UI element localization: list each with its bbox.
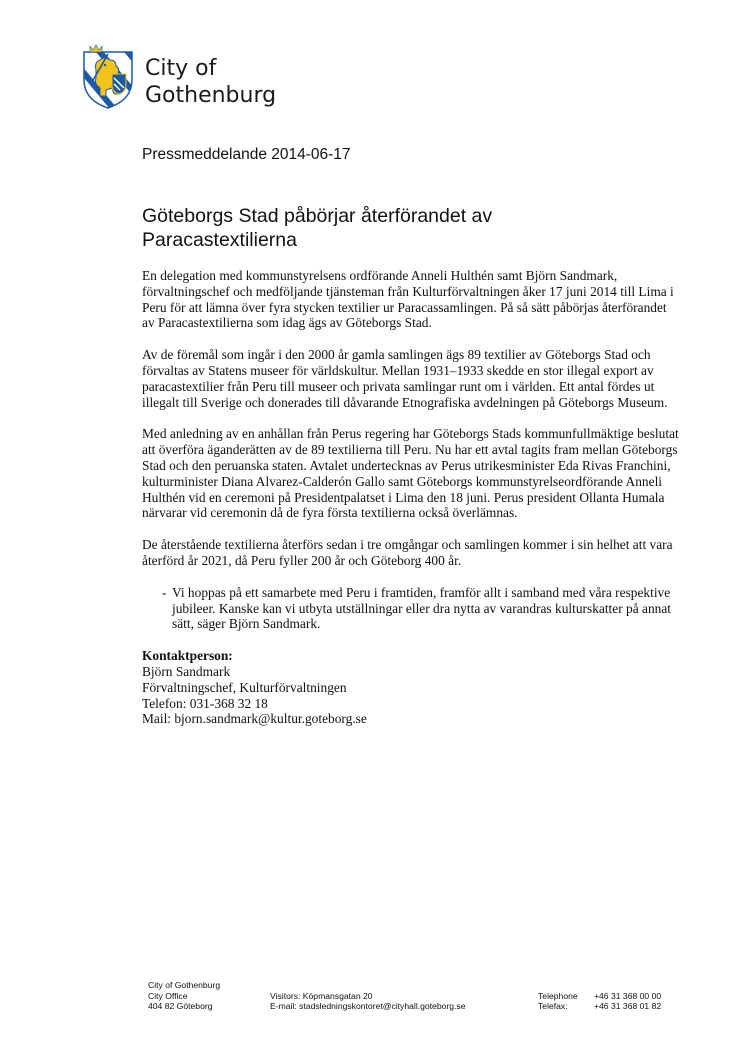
quote-text: Vi hoppas på ett samarbete med Peru i framtiden, framför allt i samband med våra respektive jubileer. Kanske kan vi utbyta utställningar eller dra nytta av varandras kulturskatter på annat sätt, säger Björn Sandmark.: [172, 584, 672, 632]
press-release-date: Pressmeddelande 2014-06-17: [142, 146, 351, 163]
footer-phone-block: [538, 991, 661, 1012]
footer-visit: [270, 991, 466, 1012]
paragraph-2: Av de föremål som ingår i den 2000 år gamla samlingen ägs 89 textilier av Göteborgs Stad och förvaltas av Statens museer för världskultur. Mellan 1931–1933 skedde en stor illegal export av paracastextilier från Peru till museer och privata samlingar runt om i världen. Ett antal fördes ut illegalt till Sverige och donerades till dåvarande Etnografiska avdelningen på Göteborgs Museum.: [142, 347, 668, 410]
contact-block: [142, 648, 682, 727]
gothenburg-coat-of-arms-logo: [78, 44, 138, 110]
footer-postal: 404 82 Göteborg: [148, 1001, 213, 1011]
quote-dash: -: [162, 584, 167, 600]
paragraph-4: De återstående textilierna återförs sedan i tre omgångar och samlingen kommer i sin helhet att vara återförd år 2021, då Peru fyller 200 år och Göteborg 400 år.: [142, 537, 673, 568]
logo-line-2: Gothenburg: [145, 83, 277, 108]
footer-address: [148, 980, 220, 1012]
footer-fax: +46 31 368 01 82: [594, 1001, 662, 1011]
footer-telephone: +46 31 368 00 00: [594, 990, 662, 1001]
contact-mail: Mail: bjorn.sandmark@kultur.goteborg.se: [142, 711, 367, 727]
contact-label: Kontaktperson:: [142, 648, 233, 664]
contact-title: Förvaltningschef, Kulturförvaltningen: [142, 679, 347, 695]
paragraph-1: En delegation med kommunstyrelsens ordförande Anneli Hulthén samt Björn Sandmark, förvaltningschef och medföljande tjänsteman från Kulturförvaltningen åker 17 juni 2014 till Lima i Peru för att lämna över fyra stycken textilier ur Paracassamlingen. På så sätt påbörjas återförandet av Paracastextilierna som idag ägs av Göteborgs Stad.: [142, 268, 674, 331]
contact-name: Björn Sandmark: [142, 663, 231, 679]
article-body: [142, 268, 682, 727]
logo-wordmark: [145, 55, 276, 109]
footer-fax-label: Telefax:: [538, 1001, 568, 1011]
footer-telephone-label: Telephone: [538, 990, 578, 1001]
paragraph-3: Med anledning av en anhållan från Perus regering har Göteborgs Stads kommunfullmäktige beslutat att överföra äganderätten av de 89 textilierna till Peru. Nu har ett avtal tagits fram mellan Göteborgs Stad och den peruanska staten. Avtalet undertecknas av Perus utrikesminister Eda Rivas Franchini, kulturminister Diana Alvarez-Calderón Gallo samt Göteborgs kommunstyrelseordförande Anneli Hulthén vid en ceremoni på Presidentpalatset i Lima den 18 juni. Perus president Ollanta Humala närvarar vid ceremonin då de fyra första textilierna också överlämnas.: [142, 426, 679, 521]
footer-org: City of Gothenburg: [148, 980, 221, 990]
logo-line-1: City of: [145, 56, 217, 81]
footer-email: E-mail: stadsledningskontoret@cityhall.goteborg.se: [270, 1001, 466, 1011]
footer-visitors: Visitors: Köpmansgatan 20: [270, 990, 373, 1001]
quote-block: [142, 585, 682, 632]
page-title: Göteborgs Stad påbörjar återförandet av Paracastextilierna: [142, 205, 493, 251]
contact-phone: Telefon: 031-368 32 18: [142, 695, 268, 711]
footer-office: City Office: [148, 990, 188, 1001]
